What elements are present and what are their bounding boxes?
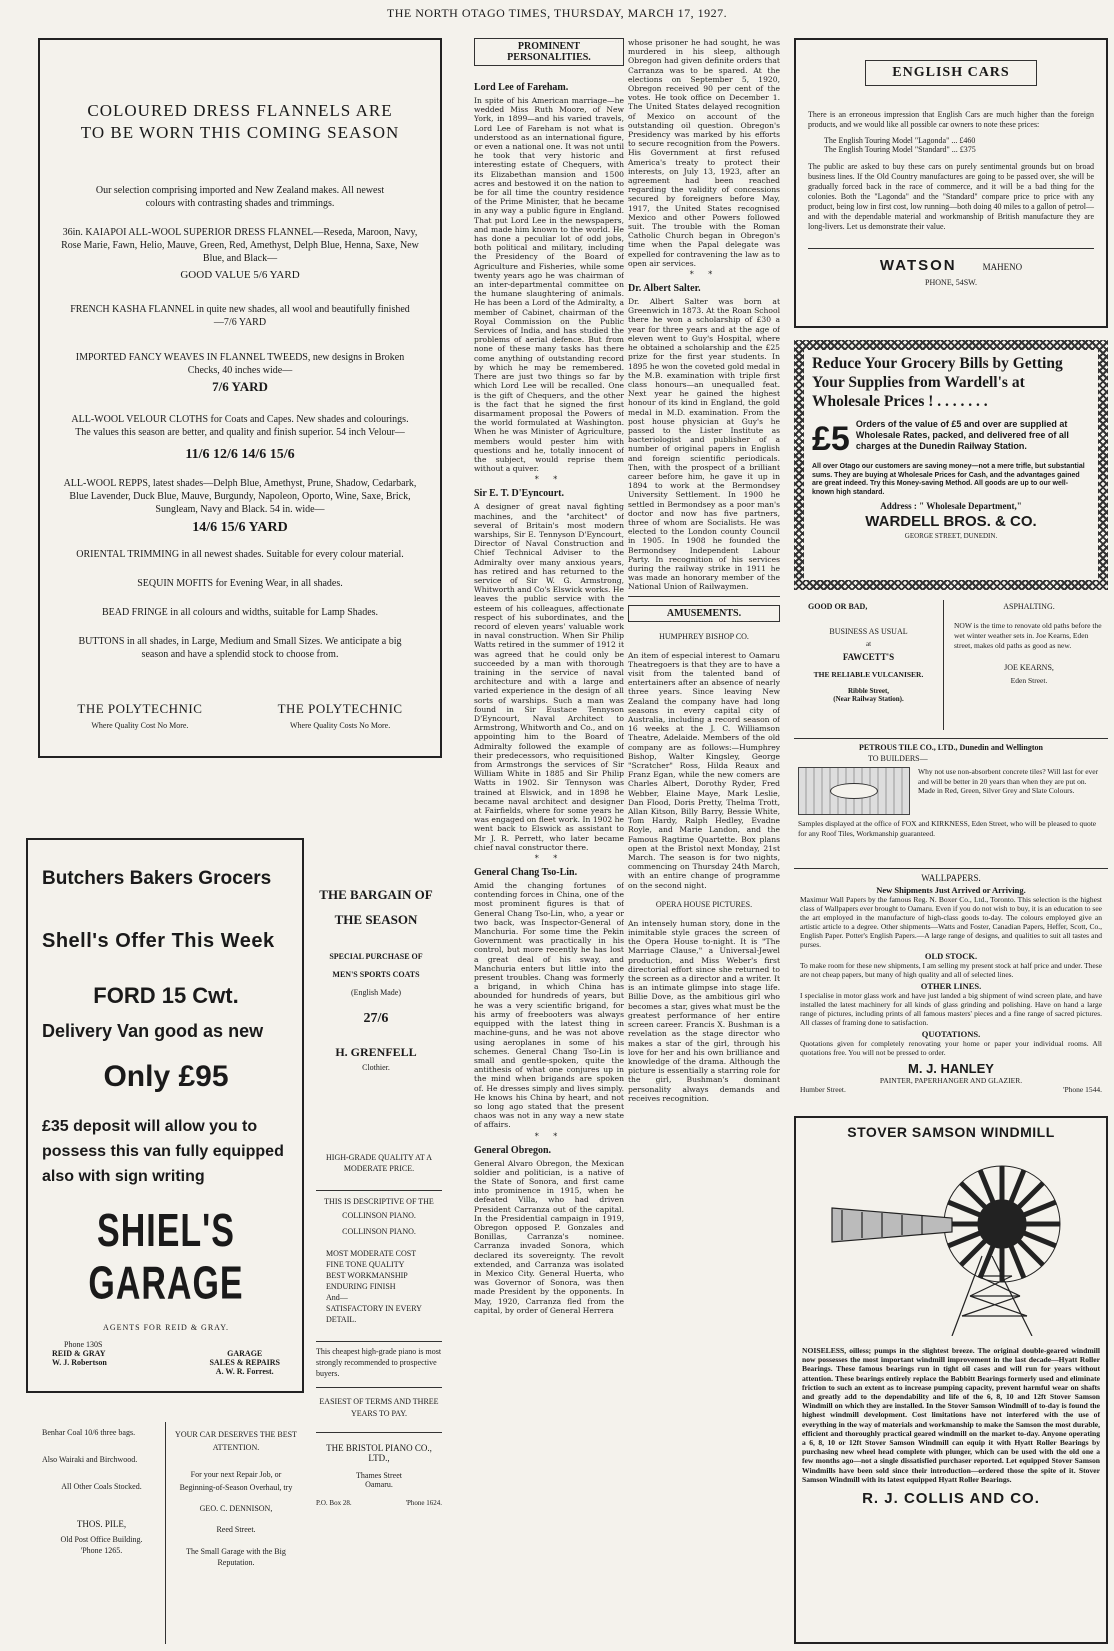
grenfell-headline: THE BARGAIN OF THE SEASON <box>319 887 433 927</box>
salter-heading: Dr. Albert Salter. <box>628 283 701 295</box>
personalities-column <box>474 38 624 1644</box>
wardell-address: Address : " Wholesale Department," <box>880 501 1022 512</box>
garage-phone: Phone 130S <box>64 1340 103 1349</box>
grenfell-price: 27/6 <box>363 1011 389 1026</box>
petrous-subheading: TO BUILDERS— <box>868 754 928 763</box>
polytechnic-item-sequin: SEQUIN MOFITS for Evening Wear, in all shades. <box>137 578 343 589</box>
piano-recommend: This cheapest high-grade piano is most strongly recommended to prospective buyers. <box>316 1347 442 1378</box>
polytechnic-price-kaiapoi: GOOD VALUE 5/6 YARD <box>180 269 300 281</box>
polytechnic-tagline-right: Where Quality Costs No More. <box>290 721 391 730</box>
fawcett-ad <box>794 600 944 730</box>
grenfell-special: SPECIAL PURCHASE OF MEN'S SPORTS COATS <box>329 952 423 979</box>
polytechnic-item-oriental: ORIENTAL TRIMMING in all newest shades. Suitable for every colour material. <box>76 549 404 560</box>
polytechnic-item-fringe: BEAD FRINGE in all colours and widths, suitable for Lamp Shades. <box>101 607 379 618</box>
polytechnic-item-weaves: IMPORTED FANCY WEAVES IN FLANNEL TWEEDS, new designs in Broken Checks, 40 inches wide— <box>75 352 405 376</box>
kearns-ad <box>950 600 1108 730</box>
kearns-text: NOW is the time to renovate old paths before the wet winter weather sets in. Joe Kearns, Eden street, makes old paths as good as new. <box>954 621 1102 650</box>
hanley-wallpaper-text: Maximur Wall Papers by the famous Reg. N. Boxer Co., Ltd., Toronto. This selection is the highest class of Wallpapers ever brought to Oamaru. Even if you do not wish to buy, it is an education to see the art employed in the manufacture of high-class goods to-day. The colours employed give an artistic article to a degree. Other shipments—Watts and Foster, Canadian Papers, Heffer, Scott, Co., English Paper. Potter's English Papers.—A large range of designs, and qualities to suit all tastes and purses. <box>800 895 1102 949</box>
coal-phone: 'Phone 1265. <box>80 1546 123 1555</box>
obregon-heading: General Obregon. <box>474 1144 552 1156</box>
hanley-ad <box>794 868 1108 1112</box>
polytechnic-item-kaiapoi: 36in. KAIAPOI ALL-WOOL SUPERIOR DRESS FLANNEL—Reseda, Maroon, Navy, Rose Marie, Fawn, Helio, Mauve, Green, Red, Amethyst, Delph Blue, Henna, Saxe, New Blue, and Black— <box>61 227 419 264</box>
garage-line-delivery: Delivery Van good as new <box>42 1021 264 1041</box>
kearns-heading: ASPHALTING. <box>1003 602 1055 611</box>
hanley-street: Humber Street. <box>800 1085 846 1094</box>
bristol-piano-ad <box>312 1148 446 1648</box>
petrous-tile-ad <box>794 738 1108 858</box>
news-column-4 <box>628 38 780 1644</box>
lord-lee-heading: Lord Lee of Fareham. <box>474 82 569 93</box>
garage-agents: AGENTS FOR REID & GRAY. <box>103 1323 229 1332</box>
coal-line-stocked: All Other Coals Stocked. <box>61 1482 142 1491</box>
chang-heading: General Chang Tso-Lin. <box>474 867 578 879</box>
piano-descriptive: THIS IS DESCRIPTIVE OF THE COLLINSON PIANO. <box>324 1197 434 1220</box>
grenfell-english: (English Made) <box>351 988 401 997</box>
garage-reid-gray: REID & GRAY W. J. Robertson <box>52 1349 107 1367</box>
piano-company: THE BRISTOL PIANO CO., LTD., <box>326 1443 432 1463</box>
watson-phone: PHONE, 54SW. <box>925 278 977 287</box>
fawcett-name: FAWCETT'S <box>842 652 895 662</box>
lord-lee-text: In spite of his American marriage—he wedded Miss Ruth Moore, of New York, in 1899—and his varied travels, Lord Lee of Fareham is not what is understood as an international figure, or even a national one. It was not until he took that very historic and interesting estate of Chequers, with its Elizabethan mansion and 1500 acres and bestowed it on the nation to be for all time the country residence of the Prime Minister, that he became in any way a public figure in England. That put Lord Lee in the newspapers, and made him known to the world. He has done a peculiar lot of odd jobs, both political and military, including the Presidency of the Board of Agriculture and Fisheries, while some twenty years ago he was chairman of an inter-departmental committee on the humane slaughtering of animals. He has been a Lord of the Admiralty, a member of Cabinet, chairman of the Royal Commission on the Public Services of India, and has studied the problems of aerial defence. But from none of these many tasks has there come anything of outstanding record by which he may be remembered. There are just two things so far by which Lord Lee will be recalled. One is the gift of Chequers, and the other is the fact that he signed the first disarmament proposal the Powers of the world formulated at Washington. When he was Minister of Agriculture, members would pester him with questions and he, totally innocent of the subject, would reprise them without a quiver. <box>474 96 624 474</box>
coal-line-wairaki: Also Wairaki and Birchwood. <box>42 1455 138 1464</box>
deyncourt-text: A designer of great naval fighting machines, and the "architect" of several of Britain's most modern warships, Sir E. Tennyson D'Eyncourt, Director of Naval Construction and Chief Technical Adviser to the Admiralty over many anxious years, has retired and has returned to the service of Sir W. G. Armstrong, Whitworth and Co's Elswick works. He leaves the public service with the esteem of his colleagues, affectionate respect of his subordinates, and the record of eleven years' valuable work in naval construction. When Sir Philip Watts retired in the summer of 1912 it was agreed that he could only be succeeded by a man with thorough training in the service of naval architecture and with a large and varied experience in the design of all sorts of warships. Such a man was found in Sir Eustace Tennyson D'Eyncourt, Naval Architect to Armstrong, Whitworth and Co., and on appointing him to the Board of Admiralty followed the example of their predecessors, who requisitioned from Armstrongs the services of Sir William White in 1885 and Sir Philip Watts in 1902. Sir Tennyson was trained at Elswick, and in 1898 he became naval architect and designer at Fairfields, where for some years he was engaged on fleet work. In 1902 he went back to Elswick as assistant to Mr J. R. Perrett, who later became chief naval constructor there. <box>474 502 624 852</box>
polytechnic-item-velour: ALL-WOOL VELOUR CLOTHS for Coats and Capes. New shades and colourings. The values this season are better, and quality and finish superior. 54 inch Velour— <box>71 414 409 438</box>
piano-box: P.O. Box 28. <box>316 1499 352 1507</box>
polytechnic-price-velour: 11/6 12/6 14/6 15/6 <box>185 447 295 462</box>
wardell-name: WARDELL BROS. & CO. <box>865 513 1037 531</box>
stover-dealer: R. J. COLLIS AND CO. <box>862 1490 1040 1508</box>
english-cars-model-lagonda: The English Touring Model "Lagonda" ... £460 <box>824 136 976 145</box>
kearns-address: Eden Street. <box>1010 676 1048 685</box>
polytechnic-tagline-left: Where Quality Cost No More. <box>91 721 189 730</box>
polytechnic-item-kasha: FRENCH KASHA FLANNEL in quite new shades, all wool and beautifully finished—7/6 YARD <box>70 304 410 328</box>
windmill-illustration <box>802 1146 1102 1336</box>
wardell-street: GEORGE STREET, DUNEDIN. <box>904 532 998 541</box>
garage-line-offer: Shell's Offer This Week <box>42 930 275 952</box>
polytechnic-title: COLOURED DRESS FLANNELS ARE TO BE WORN THIS COMING SEASON <box>80 101 400 142</box>
english-cars-ad <box>794 38 1108 328</box>
hanley-shipments: New Shipments Just Arrived or Arriving. <box>876 885 1026 895</box>
tile-image <box>798 767 910 815</box>
polytechnic-price-weaves: 7/6 YARD <box>212 379 268 394</box>
english-cars-title: ENGLISH CARS <box>865 60 1037 86</box>
hanley-other-lines: OTHER LINES. <box>920 981 982 991</box>
dennison-ad <box>170 1422 302 1644</box>
watson-town: MAHENO <box>982 262 1023 272</box>
wardell-orders: Orders of the value of £5 and over are supplied at Wholesale Rates, packed, and delivered free of all charges at the Dunedin Railway Station. <box>855 419 1069 451</box>
fawcett-at: at <box>865 640 872 648</box>
polytechnic-store-right: THE POLYTECHNIC <box>277 701 403 716</box>
hanley-old-stock-text: To make room for these new shipments, I am selling my present stock at half price and under. These are not cheap papers, but many of high quality and all of selected lines. <box>800 961 1102 979</box>
opera-house-text: An intensely human story, done in the inimitable style graces the screen of the Opera House to-night. It is "The Marriage Clause," a Universal-Jewel production, and Miss Weber's first directorial effort since she returned to the screen as a director and a writer. It is an intimate glimpse into stage life. Billie Dove, as the ambitious girl who becomes a star, gives what must be the greatest performance of her entire screen career. Francis X. Bushman is a revelation as the stage director who makes a star of the girl, through his love for her and his own brilliance and knowledge of the drama. Although the picture is essentially a starring role for the girl, Bushman's dominant personality always demands and receives recognition. <box>628 918 780 1103</box>
fawcett-vulcaniser: THE RELIABLE VULCANISER. <box>813 670 924 679</box>
obregon-text: General Alvaro Obregon, the Mexican soldier and politician, is a native of the State of Sonora, and first came into prominence in 1915, when he defeated Villa, who had driven President Carranza out of the capital. In the Presidential campaign in 1919, Obregon opposed P. Gonzales and Bonillas, Carranza's nominee. Carranza invaded Sonora, which declared its sovereignty. The revolt extended, and Carranza was isolated in Mexico City. General Huerta, who was Governor of Sonora, was then made President by the opponents. In May, 1920, Carranza fled from the capital, by order of General Herrera <box>474 1158 624 1315</box>
coal-ad <box>38 1422 166 1644</box>
polytechnic-store-left: THE POLYTECHNIC <box>77 701 203 716</box>
humphrey-bishop-text: An item of especial interest to Oamaru Theatregoers is that they are to have a visit from the talented band of entertainers after an absence of nearly three years. Since leaving New Zealand the company have had long seasons in every capital city of Australia, including a record season of 16 weeks at the J. C. Williamson Theatre, Adelaide. Members of the old company are as follows:—Humphrey Bishop, Walter Kingsley, George "Scratcher" Ross, Hilda Reaux and Franz Egan, while the new comers are Charles Albert, Dorothy Ryder, Fred Webber, Elaine Maye, Mark Leslie, Dan Flood, Doris Pretty, Thelma Trott, Allan Kitson, Billy Barry, Bessie White, Tom Hardy, Ralph Hedley, Evadne Royle, and Marie Landon, and the Famous Ragtime Quartette. Box plans open at the Bristol next Monday, 21st March. The season is for two nights, commencing on Thursday 24th March, with an entire change of programme on the second night. <box>628 650 780 890</box>
stover-title: STOVER SAMSON WINDMILL <box>847 1124 1055 1140</box>
polytechnic-price-repps: 14/6 15/6 YARD <box>192 520 288 535</box>
petrous-tile-text: Why not use non-absorbent concrete tiles? Will last for ever and will be better in 20 years than when they are put on. Made in Red, Green, Silver Grey and Slate Colours. <box>918 767 1099 795</box>
dennison-name: GEO. C. DENNISON, <box>199 1504 273 1513</box>
grenfell-name: H. GRENFELL <box>335 1045 417 1059</box>
polytechnic-item-repps: ALL-WOOL REPPS, latest shades—Delph Blue, Amethyst, Prune, Shadow, Cedarbark, Blue Lavender, Duck Blue, Mauve, Burgundy, Napoleon, Oporto, Wine, Saxe, Brick, Sungleam, Navy and Black. 54 in. wide— <box>63 478 417 515</box>
hanley-quotations-text: Quotations given for completely renovating your home or paper your individual rooms. All quotations free. You will not be pressed to order. <box>800 1039 1102 1057</box>
fawcett-business: BUSINESS AS USUAL <box>829 627 908 636</box>
personalities-title: PROMINENT PERSONALITIES. <box>474 38 624 66</box>
garage-line-deposit: £35 deposit will allow you to possess this van fully equipped also with sign writing <box>42 1118 284 1185</box>
fawcett-address: Ribble Street, (Near Railway Station). <box>833 687 904 703</box>
stover-text: NOISELESS, oilless; pumps in the slightest breeze. The original double-geared windmill now possesses the most important windmill improvement in the last decade—Hyatt Roller Bearings. These famous bearings run in tight oil cases and will run for years without attention. These bearings entirely replace the Babbitt Bearings formerly used and eliminate friction to such an extent as to increase pumping capacity, prevent harmful wear on shafts and greatly add to the dependability and life of the 6, 8, 10 and 12ft Stover Samson Windmill on which they are installed. In the Stover Samson Windmill of to-day is found the highest windmill development. Cost limitations have not interfered with the use of everything in the way of materials and workmanship to make the Samson the most durable, efficient and thoroughly practical geared windmill on the market to-day. Anyone operating a 6, 8, 10 or 12ft Stover Samson Windmill can equip it with Hyatt Roller Bearings by purchasing new wheel head complete with plunger, which can be used with the old one a few months ago—not a single dissatisfied purchaser reported. Let equipped Stover Samson Windmills have been sold since their introduction—ordered those the spite of it. Stover Samson Windmill with its latest equipped Hyatt Roller Bearings. <box>802 1346 1100 1484</box>
section-divider: * * <box>534 1131 564 1141</box>
polytechnic-item-buttons: BUTTONS in all shades, in Large, Medium and Small Sizes. We anticipate a big season and have a splendid stock to choose from. <box>78 636 402 660</box>
section-divider: * * <box>689 270 719 280</box>
piano-phone: 'Phone 1624. <box>405 1499 442 1507</box>
petrous-samples: Samples displayed at the office of FOX and KIRKNESS, Eden Street, who will be pleased to quote for any Roof Tiles, Workmanship guaranteed. <box>798 819 1097 838</box>
hanley-phone: 'Phone 1544. <box>1063 1085 1102 1094</box>
piano-terms: EASIEST OF TERMS AND THREE YEARS TO PAY. <box>319 1397 439 1418</box>
coal-address: Old Post Office Building. <box>60 1535 143 1544</box>
polytechnic-ad <box>38 38 442 758</box>
grenfell-clothier: Clothier. <box>362 1063 390 1072</box>
hanley-old-stock: OLD STOCK. <box>924 951 978 961</box>
coal-name: THOS. PILE, <box>76 1519 127 1529</box>
section-divider: * * <box>534 854 564 864</box>
salter-text: Dr. Albert Salter was born at Greenwich in 1873. At the Roan School there he won a scholarship of £30 a year for three years and at the age of eleven went to Guy's Hospital, where he obtained a scholarship and the £25 prize for the first year students. In 1895 he won the coveted gold medal in the M.B. examination with triple first class honours—an unequalled feat. Next year he gained the highest honour of its kind in England, the gold medal in M.D. examination. From the post house physician at Guy's he passed to the Lister Institute as bacteriologist and publisher of a number of original papers in English and foreign scientific periodicals. Then, with the prospect of a brilliant career before him, he gave it up in 1894 to work at the Bermondsey University Settlement. In 1900 he settled in Bermondsey as a poor man's doctor and now has five partners, three of whom are Socialists. He was elected to the London county Council in 1905. In 1908 he founded the Bermondsey Independent Labour Party. In recognition of his services during the railway strike in 1911 he was made an honorary member of the National Union of Railwaymen. <box>628 297 780 592</box>
opera-house-heading: OPERA HOUSE PICTURES. <box>655 899 753 909</box>
fawcett-heading: GOOD OR BAD, <box>808 602 868 611</box>
piano-collinson: COLLINSON PIANO. <box>342 1227 416 1236</box>
polytechnic-intro: Our selection comprising imported and New Zealand makes. All newest colours with contrasting shades and trimmings. <box>95 185 385 209</box>
garage-line-butchers: Butchers Bakers Grocers <box>42 868 272 889</box>
hanley-other-lines-text: I specialise in motor glass work and have just landed a big shipment of wind screen plate, and have installed the latest machinery for all kinds of glass grinding and polishing. Have on hand a large range of pictures, including prints of all famous masters' pieces and a fine range of sacred pictures. All classes of framing done to satisfaction. <box>800 991 1102 1027</box>
windmill-wheel <box>944 1166 1060 1282</box>
wardell-savings: All over Otago our customers are saving money—not a mere trifle, but substantial sums. They are buying at Wholesale Prices for Cash, and the advantages gained are great indeed. Try this Money-saving Method. All goods are up to our well-known high standard. <box>812 463 1085 496</box>
petrous-heading: PETROUS TILE CO., LTD., Dunedin and Wellington <box>859 743 1043 752</box>
watson-name: WATSON <box>879 257 957 274</box>
amusements-heading: AMUSEMENTS. <box>628 605 780 622</box>
newspaper-header: THE NORTH OTAGO TIMES, THURSDAY, MARCH 17, 1927. <box>386 6 728 20</box>
stover-samson-ad <box>794 1116 1108 1644</box>
grenfell-ad <box>312 878 440 1108</box>
obregon-continued-text: whose prisoner he had sought, he was murdered in his sleep, although Obregon had given definite orders that Carranza was to be spared. At the elections on September 5, 1920, Obregon received 90 per cent of the votes. He took office on December 1. The United States delayed recognition of Mexico on account of the outstanding oil question. Obregon's Presidency was marked by his efforts to secure recognition from the Powers. His Government at first refused America's treaty to protect their interests, on July 13, 1923, after an agreement had been reached regarding the validity of concessions secured by foreigners before May, 1917, the United States recognised Mexico and other Powers followed suit. The trouble with the Roman Catholic Church began in Obregon's time when the Papal delegate was expelled for contravening the law as to open air services. <box>628 38 780 268</box>
garage-line-price: Only £95 <box>103 1060 229 1093</box>
dennison-tagline: The Small Garage with the Big Reputation. <box>186 1547 286 1567</box>
deyncourt-heading: Sir E. T. D'Eyncourt. <box>474 488 565 500</box>
english-cars-body: The public are asked to buy these cars on purely sentimental grounds but on broad business lines. If the Old Country manufactures are going to be passed over, she will be gradually forced back in the race of commerce, and it will be a bad thing for the colonies. Both the "Lagonda" and the "Standard" compare price to price with any product, being low in first cost, low running—both doing 40 miles to a gallon of petrol—and with the dependable material and workmanship of British manufacture they are long-livers. Let us demonstrate their value. <box>808 162 1094 231</box>
dennison-line-attention: YOUR CAR DESERVES THE BEST ATTENTION. <box>175 1430 297 1452</box>
wardell-ad <box>794 340 1108 590</box>
dennison-line-try: For your next Repair Job, or Beginning-of-Season Overhaul, try <box>179 1470 293 1492</box>
wardell-five-pounds: £5 <box>812 420 850 458</box>
garage-sales-repairs: GARAGE SALES & REPAIRS A. W. R. Forrest. <box>209 1349 280 1376</box>
garage-line-ford: FORD 15 Cwt. <box>93 983 239 1008</box>
dennison-address: Reed Street. <box>216 1525 256 1534</box>
english-cars-model-standard: The English Touring Model "Standard" ... £375 <box>824 145 976 154</box>
humphrey-bishop-heading: HUMPHREY BISHOP CO. <box>659 631 749 641</box>
coal-line-benhar: Benhar Coal 10/6 three bags. <box>42 1428 136 1437</box>
english-cars-intro: There is an erroneous impression that English Cars are much higher than the foreign products, and we would like all possible car owners to note these prices: <box>808 110 1094 129</box>
windmill-tail <box>832 1208 952 1242</box>
hanley-quotations: QUOTATIONS. <box>921 1029 981 1039</box>
wardell-headline: Reduce Your Grocery Bills by Getting Your Supplies from Wardell's at Wholesale Prices ! . . . . . . . <box>812 355 1063 410</box>
kearns-name: JOE KEARNS, <box>1004 663 1054 672</box>
hanley-name: M. J. HANLEY <box>908 1061 994 1076</box>
hanley-trade: PAINTER, PAPERHANGER AND GLAZIER. <box>879 1076 1023 1085</box>
garage-name: SHIEL'S GARAGE <box>88 1205 244 1310</box>
chang-text: Amid the changing fortunes of contending forces in China, one of the most prominent figures is that of General Chang Tso-Lin, who, a year or two back, was Inspector-General of Manchuria. For some time the Pekin Government was practically in his control, but more recently he has lost a great deal of his sway, and Manchuria enters but little into the present troubles. Chang was formerly a brigand, in which China has abounded for hundreds of years, but he was a very scientific brigand, for his army of freebooters was always equipped with the latest thing in machine-guns, and he was not above using aeroplanes in some of his schemes. General Chang Tso-Lin is small and gentle-spoken, quite the antithesis of what one conjures up in the mind when brigands are spoken of. He dresses simply and lives simply. He knows his China by heart, and not so long ago stated that the present chaos was not in any way a new state of affairs. <box>474 881 624 1130</box>
piano-address: Thames Street Oamaru. <box>356 1471 402 1489</box>
section-divider: * * <box>534 475 564 485</box>
hanley-wallpapers: WALLPAPERS. <box>921 873 981 883</box>
shiels-garage-ad <box>26 838 304 1393</box>
piano-features: MOST MODERATE COST FINE TONE QUALITY BEST WORKMANSHIP ENDURING FINISH And— SATISFACTORY IN EVERY DETAIL. <box>326 1249 422 1324</box>
tile-logo <box>830 783 878 799</box>
piano-quality: HIGH-GRADE QUALITY AT A MODERATE PRICE. <box>326 1153 432 1173</box>
